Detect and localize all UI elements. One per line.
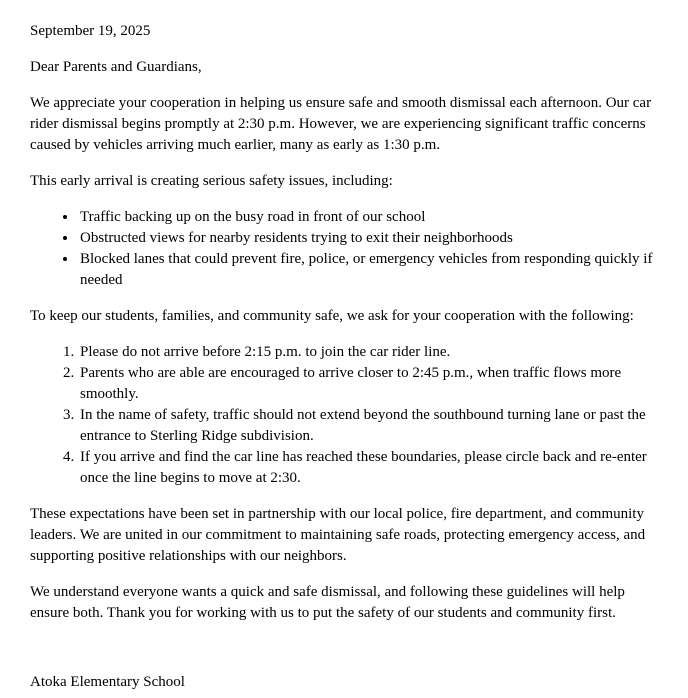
signature: Atoka Elementary School (30, 674, 185, 690)
safety-issue-item: • Traffic backing up on the busy road in front of our school (78, 207, 658, 228)
safety-issue-item: • Blocked lanes that could prevent fire, police, or emergency vehicles from responding quickly if needed (78, 249, 658, 291)
salutation: Dear Parents and Guardians, (30, 59, 202, 75)
safety-issues-list (30, 207, 658, 291)
letter-date: September 19, 2025 (30, 23, 151, 39)
guideline-item: 3. In the name of safety, traffic should not extend beyond the southbound turning lane or past the entrance to Sterling Ridge subdivision. (78, 405, 658, 447)
paragraph-safety-lead: This early arrival is creating serious safety issues, including: (30, 173, 393, 189)
guideline-item: 2. Parents who are able are encouraged to arrive closer to 2:45 p.m., when traffic flows more smoothly. (78, 363, 658, 405)
paragraph-intro: We appreciate your cooperation in helping us ensure safe and smooth dismissal each afternoon. Our car rider dismissal begins promptly at 2:30 p.m. However, we are experiencing significant traffic concerns caused by vehicles arriving much earlier, many as early as 1:30 p.m. (30, 95, 652, 153)
safety-issue-item: • Obstructed views for nearby residents trying to exit their neighborhoods (78, 228, 658, 249)
guideline-item: 1. Please do not arrive before 2:15 p.m. to join the car rider line. (78, 342, 658, 363)
paragraph-cooperation-lead: To keep our students, families, and community safe, we ask for your cooperation with the following: (30, 308, 634, 324)
guidelines-list (30, 342, 658, 489)
paragraph-closing: We understand everyone wants a quick and safe dismissal, and following these guidelines will help ensure both. Thank you for working with us to put the safety of our students and community first. (30, 584, 625, 621)
paragraph-partnership: These expectations have been set in partnership with our local police, fire department, and community leaders. We are united in our commitment to maintaining safe roads, protecting emergency access, and supporting positive relationships with our neighbors. (30, 506, 646, 564)
guideline-item: 4. If you arrive and find the car line has reached these boundaries, please circle back and re-enter once the line begins to move at 2:30. (78, 447, 658, 489)
